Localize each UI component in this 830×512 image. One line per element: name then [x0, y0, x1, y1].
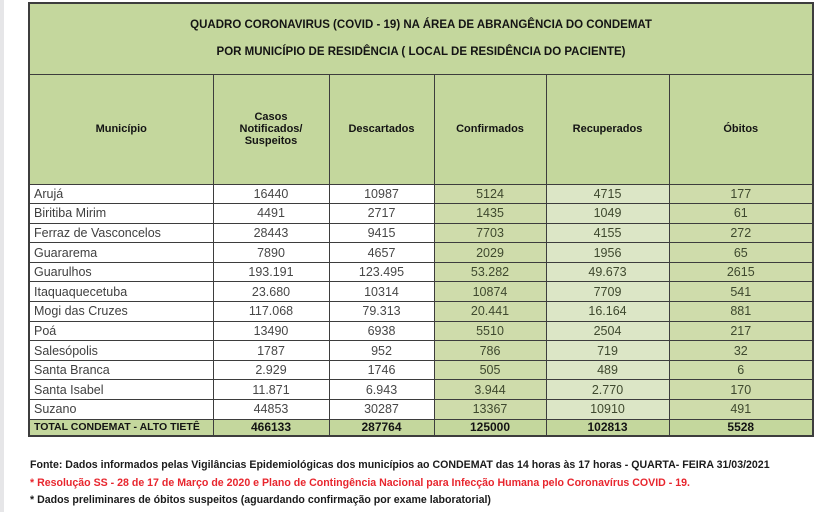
municipality-cell: Ferraz de Vasconcelos: [29, 223, 213, 243]
total-descartados-cell: 287764: [329, 419, 434, 436]
total-notificados-cell: 466133: [213, 419, 329, 436]
municipality-cell: Salesópolis: [29, 341, 213, 361]
municipality-cell: Biritiba Mirim: [29, 204, 213, 224]
value-cell: 13490: [213, 321, 329, 341]
value-cell: 719: [546, 341, 669, 361]
value-cell: 7703: [434, 223, 546, 243]
column-header-recuperados: Recuperados: [546, 74, 669, 184]
value-cell: 4155: [546, 223, 669, 243]
table-row: [29, 400, 813, 420]
total-row: [29, 419, 813, 436]
table-row: [29, 262, 813, 282]
note-preliminary-deaths: * Dados preliminares de óbitos suspeitos (aguardando confirmação por exame laboratorial): [30, 494, 491, 506]
table-row: [29, 341, 813, 361]
column-header-obitos: Óbitos: [669, 74, 813, 184]
municipality-cell: Santa Branca: [29, 360, 213, 380]
value-cell: 65: [669, 243, 813, 263]
total-obitos-cell: 5528: [669, 419, 813, 436]
value-cell: 4491: [213, 204, 329, 224]
value-cell: 5124: [434, 184, 546, 204]
table-row: [29, 380, 813, 400]
municipality-cell: Guararema: [29, 243, 213, 263]
value-cell: 2504: [546, 321, 669, 341]
municipality-cell: Guarulhos: [29, 262, 213, 282]
value-cell: 10987: [329, 184, 434, 204]
value-cell: 7890: [213, 243, 329, 263]
value-cell: 117.068: [213, 302, 329, 322]
value-cell: 1049: [546, 204, 669, 224]
value-cell: 177: [669, 184, 813, 204]
value-cell: 2717: [329, 204, 434, 224]
covid-table-container: [28, 2, 814, 437]
value-cell: 10314: [329, 282, 434, 302]
value-cell: 28443: [213, 223, 329, 243]
value-cell: 6: [669, 360, 813, 380]
value-cell: 79.313: [329, 302, 434, 322]
value-cell: 16.164: [546, 302, 669, 322]
value-cell: 7709: [546, 282, 669, 302]
value-cell: 170: [669, 380, 813, 400]
table-row: [29, 360, 813, 380]
value-cell: 272: [669, 223, 813, 243]
value-cell: 13367: [434, 400, 546, 420]
table-row: [29, 184, 813, 204]
value-cell: 44853: [213, 400, 329, 420]
column-header-confirmados: Confirmados: [434, 74, 546, 184]
municipality-cell: Itaquaquecetuba: [29, 282, 213, 302]
table-row: [29, 302, 813, 322]
value-cell: 20.441: [434, 302, 546, 322]
value-cell: 541: [669, 282, 813, 302]
table-row: [29, 321, 813, 341]
value-cell: 5510: [434, 321, 546, 341]
value-cell: 2.929: [213, 360, 329, 380]
value-cell: 6.943: [329, 380, 434, 400]
table-body: [29, 184, 813, 419]
column-header-municipio: Município: [29, 74, 213, 184]
value-cell: 786: [434, 341, 546, 361]
table-title: [29, 3, 813, 74]
column-header-notificados: Casos Notificados/ Suspeitos: [213, 74, 329, 184]
value-cell: 2029: [434, 243, 546, 263]
total-label: TOTAL CONDEMAT - ALTO TIETÊ: [29, 419, 213, 436]
value-cell: 881: [669, 302, 813, 322]
value-cell: 2.770: [546, 380, 669, 400]
total-confirmados-cell: 125000: [434, 419, 546, 436]
value-cell: 1746: [329, 360, 434, 380]
value-cell: 23.680: [213, 282, 329, 302]
table-row: [29, 282, 813, 302]
value-cell: 123.495: [329, 262, 434, 282]
table-row: [29, 243, 813, 263]
table-row: [29, 223, 813, 243]
value-cell: 10910: [546, 400, 669, 420]
value-cell: 3.944: [434, 380, 546, 400]
value-cell: 4657: [329, 243, 434, 263]
table-row: [29, 204, 813, 224]
value-cell: 193.191: [213, 262, 329, 282]
value-cell: 4715: [546, 184, 669, 204]
value-cell: 9415: [329, 223, 434, 243]
value-cell: 2615: [669, 262, 813, 282]
table-title-line2: POR MUNICÍPIO DE RESIDÊNCIA ( LOCAL DE RESIDÊNCIA DO PACIENTE): [216, 46, 626, 59]
table-title-line1: QUADRO CORONAVIRUS (COVID - 19) NA ÁREA DE ABRANGÊNCIA DO CONDEMAT: [190, 19, 652, 32]
total-recuperados-cell: 102813: [546, 419, 669, 436]
value-cell: 49.673: [546, 262, 669, 282]
municipality-cell: Arujá: [29, 184, 213, 204]
value-cell: 1956: [546, 243, 669, 263]
value-cell: 10874: [434, 282, 546, 302]
footnotes: [30, 459, 826, 512]
note-resolution: * Resolução SS - 28 de 17 de Março de 2020 e Plano de Contingência Nacional para Infecção Humana pelo Coronavírus COVID - 19.: [30, 476, 690, 489]
value-cell: 1435: [434, 204, 546, 224]
municipality-cell: Santa Isabel: [29, 380, 213, 400]
value-cell: 11.871: [213, 380, 329, 400]
value-cell: 491: [669, 400, 813, 420]
value-cell: 61: [669, 204, 813, 224]
value-cell: 30287: [329, 400, 434, 420]
value-cell: 1787: [213, 341, 329, 361]
municipality-cell: Suzano: [29, 400, 213, 420]
value-cell: 952: [329, 341, 434, 361]
covid-table: [28, 2, 814, 437]
title-row: [29, 3, 813, 74]
value-cell: 217: [669, 321, 813, 341]
municipality-cell: Mogi das Cruzes: [29, 302, 213, 322]
column-header-row: [29, 74, 813, 184]
column-header-descartados: Descartados: [329, 74, 434, 184]
value-cell: 32: [669, 341, 813, 361]
value-cell: 53.282: [434, 262, 546, 282]
value-cell: 16440: [213, 184, 329, 204]
left-margin-strip: [0, 0, 4, 512]
note-source: Fonte: Dados informados pelas Vigilâncias Epidemiológicas dos municípios ao CONDEMAT das 14 horas às 17 horas - QUARTA- FEIRA 31/03/2021: [30, 459, 770, 471]
value-cell: 6938: [329, 321, 434, 341]
value-cell: 505: [434, 360, 546, 380]
value-cell: 489: [546, 360, 669, 380]
municipality-cell: Poá: [29, 321, 213, 341]
